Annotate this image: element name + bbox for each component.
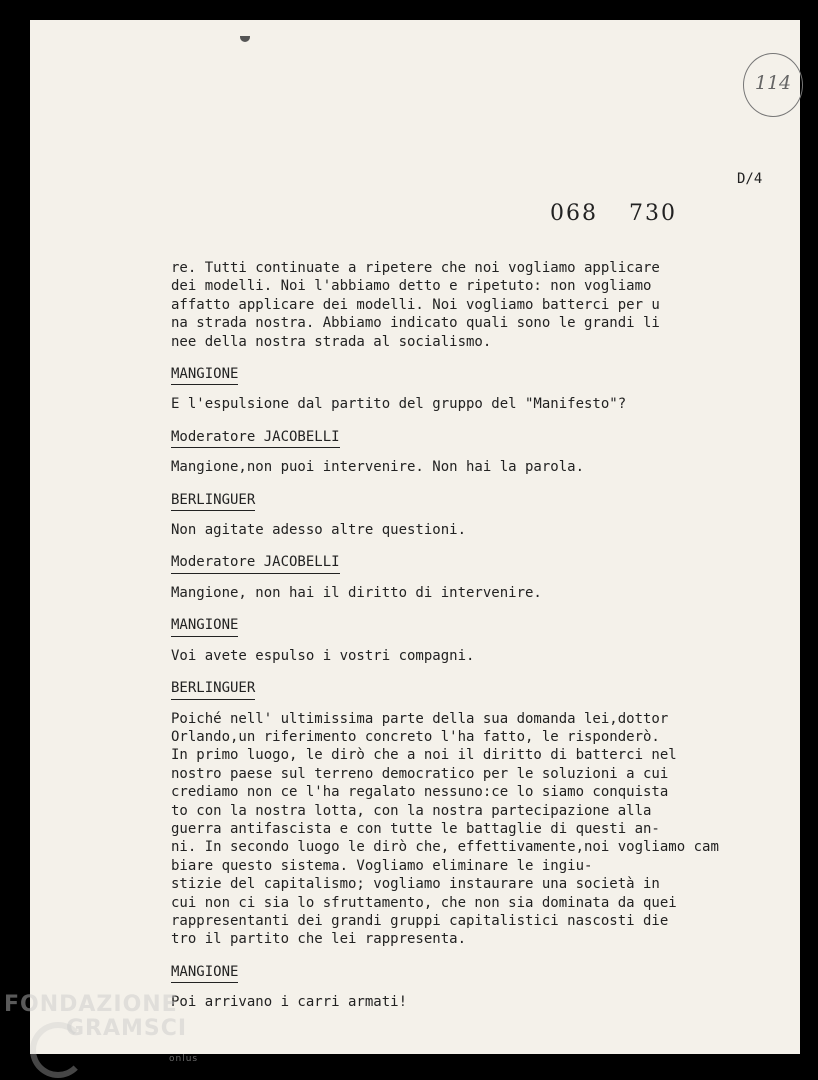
text-line: guerra antifascista e con tutte le battaglie di questi an-	[171, 820, 660, 837]
exchange-2	[171, 414, 741, 477]
speaker-name: Moderatore JACOBELLI	[171, 553, 340, 573]
archive-stamp-number: 068 730	[550, 201, 677, 226]
speaker-name: MANGIONE	[171, 616, 238, 636]
watermark-line1: FONDAZIONE	[4, 992, 178, 1017]
text-line: nostro paese sul terreno democratico per le soluzioni a cui	[171, 765, 669, 782]
text-line: Voi avete espulso i vostri compagni.	[171, 647, 475, 664]
transcript-body	[171, 259, 741, 1012]
text-line: Orlando,un riferimento concreto l'ha fatto, le risponderò.	[171, 728, 660, 745]
exchange-5	[171, 602, 741, 665]
punch-hole	[240, 36, 250, 42]
text-line: crediamo non ce l'ha regalato nessuno:ce lo siamo conquista	[171, 784, 669, 801]
text-line: re. Tutti continuate a ripetere che noi vogliamo applicare	[171, 260, 660, 276]
folio-circle	[743, 53, 803, 117]
text-line: Poiché nell' ultimissima parte della sua domanda lei,dottor	[171, 710, 669, 727]
exchange-4	[171, 539, 741, 602]
speaker-name: MANGIONE	[171, 963, 238, 983]
text-line: nee della nostra strada al socialismo.	[171, 333, 492, 350]
speaker-name: BERLINGUER	[171, 679, 255, 699]
text-line: na strada nostra. Abbiamo indicato quali sono le grandi li	[171, 315, 660, 332]
text-line: Poi arrivano i carri armati!	[171, 994, 408, 1011]
speaker-name: Moderatore JACOBELLI	[171, 428, 340, 448]
exchange-7	[171, 949, 741, 1012]
text-line: biare questo sistema. Vogliamo eliminare le ingiu-	[171, 857, 593, 874]
text-line: Non agitate adesso altre questioni.	[171, 522, 467, 539]
text-line: Mangione, non hai il diritto di intervenire.	[171, 584, 542, 601]
watermark-line3: onlus	[169, 1054, 199, 1064]
speaker-name: MANGIONE	[171, 365, 238, 385]
document-code: D/4	[737, 171, 763, 187]
text-line: Mangione,non puoi intervenire. Non hai la parola.	[171, 459, 585, 476]
text-line: In primo luogo, le dirò che a noi il diritto di batterci nel	[171, 747, 677, 764]
exchange-1	[171, 351, 741, 414]
text-line: cui non ci sia lo sfruttamento, che non sia dominata da quei	[171, 894, 677, 911]
folio-number: 114	[754, 72, 792, 94]
text-line: stizie del capitalismo; vogliamo instaurare una società in	[171, 876, 660, 893]
speaker-name: BERLINGUER	[171, 491, 255, 511]
text-line: affatto applicare dei modelli. Noi vogliamo batterci per u	[171, 296, 660, 313]
text-line: to con la nostra lotta, con la nostra partecipazione alla	[171, 802, 652, 819]
opening-paragraph	[171, 259, 741, 351]
text-line: rappresentanti dei grandi gruppi capitalistici nascosti die	[171, 912, 669, 929]
exchange-3	[171, 477, 741, 540]
text-line: ni. In secondo luogo le dirò che, effettivamente,noi vogliamo cam	[171, 839, 719, 856]
text-line: dei modelli. Noi l'abbiamo detto e ripetuto: non vogliamo	[171, 278, 652, 295]
watermark-line2: GRAMSCI	[66, 1016, 188, 1041]
exchange-6	[171, 665, 741, 949]
watermark	[4, 992, 199, 1064]
text-line: E l'espulsione dal partito del gruppo del "Manifesto"?	[171, 396, 627, 413]
text-line: tro il partito che lei rappresenta.	[171, 931, 467, 948]
